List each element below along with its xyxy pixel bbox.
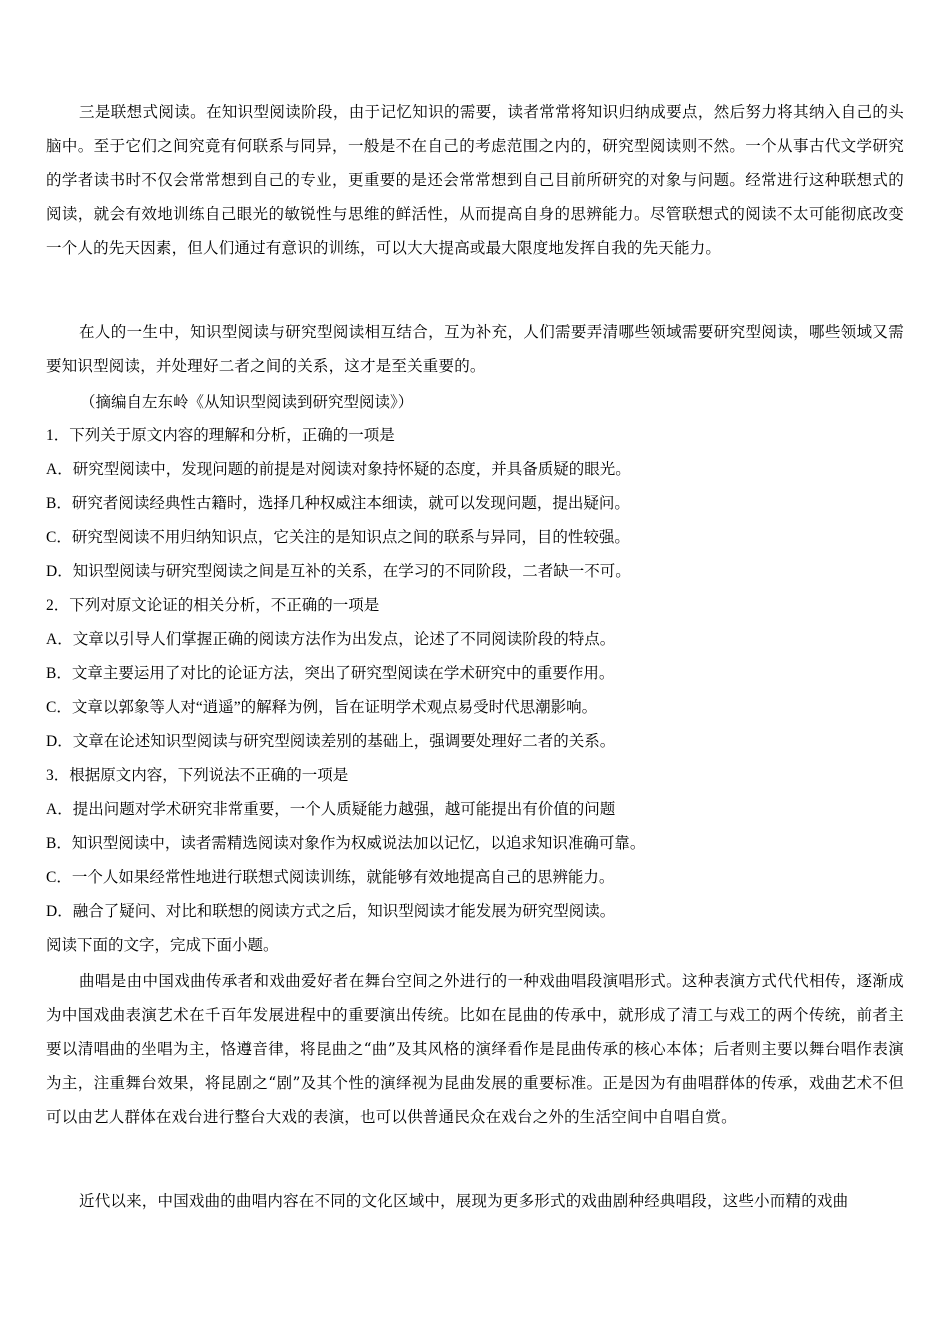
question-3-option-d: D．融合了疑问、对比和联想的阅读方式之后，知识型阅读才能发展为研究型阅读。 xyxy=(46,903,616,920)
question-1-stem: 1．下列关于原文内容的理解和分析，正确的一项是 xyxy=(46,427,395,444)
question-3-option-c: C．一个人如果经常性地进行联想式阅读训练，就能够有效地提高自己的思辨能力。 xyxy=(46,869,615,886)
question-2-option-a: A．文章以引导人们掌握正确的阅读方法作为出发点，论述了不同阅读阶段的特点。 xyxy=(46,631,616,648)
question-2-option-c: C．文章以郭象等人对“逍遥”的解释为例，旨在证明学术观点易受时代思潮影响。 xyxy=(46,699,598,716)
question-3-stem: 3．根据原文内容，下列说法不正确的一项是 xyxy=(46,767,349,784)
question-2-option-d: D．文章在论述知识型阅读与研究型阅读差别的基础上，强调要处理好二者的关系。 xyxy=(46,733,616,750)
question-3-option-a: A．提出问题对学术研究非常重要，一个人质疑能力越强，越可能提出有价值的问题 xyxy=(46,801,616,818)
paragraph-association-reading: 三是联想式阅读。在知识型阅读阶段，由于记忆知识的需要，读者常常将知识归纳成要点，然后努力将其纳入自己的头脑中。至于它们之间究竟有何联系与同异，一般是不在自己的考虑范围之内的，研究型阅读则不然。一个从事古代文学研究的学者读书时不仅会常常想到自己的专业，更重要的是还会常常想到自己目前所研究的对象与问题。经常进行这种联想式的阅读，就会有效地训练自己眼光的敏锐性与思维的鲜活性，从而提高自身的思辨能力。尽管联想式的阅读不太可能彻底改变一个人的先天因素，但人们通过有意识的训练，可以大大提高或最大限度地发挥自我的先天能力。 xyxy=(46,103,904,257)
question-3-option-b: B．知识型阅读中，读者需精选阅读对象作为权威说法加以记忆，以追求知识准确可靠。 xyxy=(46,835,646,852)
paragraph-quchang: 曲唱是由中国戏曲传承者和戏曲爱好者在舞台空间之外进行的一种戏曲唱段演唱形式。这种表演方式代代相传，逐渐成为中国戏曲表演艺术在千百年发展进程中的重要演出传统。比如在昆曲的传承中，就形成了清工与戏工的两个传统，前者主要以清唱曲的坐唱为主，恪遵音律，将昆曲之“曲”及其风格的演绎看作是昆曲传承的核心本体；后者则主要以舞台唱作表演为主，注重舞台效果，将昆剧之“剧”及其个性的演绎视为昆曲发展的重要标准。正是因为有曲唱群体的传承，戏曲艺术不但可以由艺人群体在戏台进行整台大戏的表演，也可以供普通民众在戏台之外的生活空间中自唱自赏。 xyxy=(46,972,904,1126)
question-2-stem: 2．下列对原文论证的相关分析，不正确的一项是 xyxy=(46,597,380,614)
reading-instruction: 阅读下面的文字，完成下面小题。 xyxy=(46,937,279,954)
question-1-option-a: A．研究型阅读中，发现问题的前提是对阅读对象持怀疑的态度，并具备质疑的眼光。 xyxy=(46,461,631,478)
paragraph-conclusion: 在人的一生中，知识型阅读与研究型阅读相互结合，互为补充，人们需要弄清哪些领域需要研究型阅读，哪些领域又需要知识型阅读，并处理好二者之间的关系，这才是至关重要的。 xyxy=(46,323,904,375)
question-1-option-d: D．知识型阅读与研究型阅读之间是互补的关系，在学习的不同阶段，二者缺一不可。 xyxy=(46,563,631,580)
source-citation: （摘编自左东岭《从知识型阅读到研究型阅读》） xyxy=(80,393,414,411)
question-1-option-b: B．研究者阅读经典性古籍时，选择几种权威注本细读，就可以发现问题，提出疑问。 xyxy=(46,495,630,512)
question-2-option-b: B．文章主要运用了对比的论证方法，突出了研究型阅读在学术研究中的重要作用。 xyxy=(46,665,615,682)
question-1-option-c: C．研究型阅读不用归纳知识点，它关注的是知识点之间的联系与异同，目的性较强。 xyxy=(46,529,630,546)
paragraph-modern-era: 近代以来，中国戏曲的曲唱内容在不同的文化区域中，展现为更多形式的戏曲剧种经典唱段，这些小而精的戏曲 xyxy=(79,1192,849,1210)
